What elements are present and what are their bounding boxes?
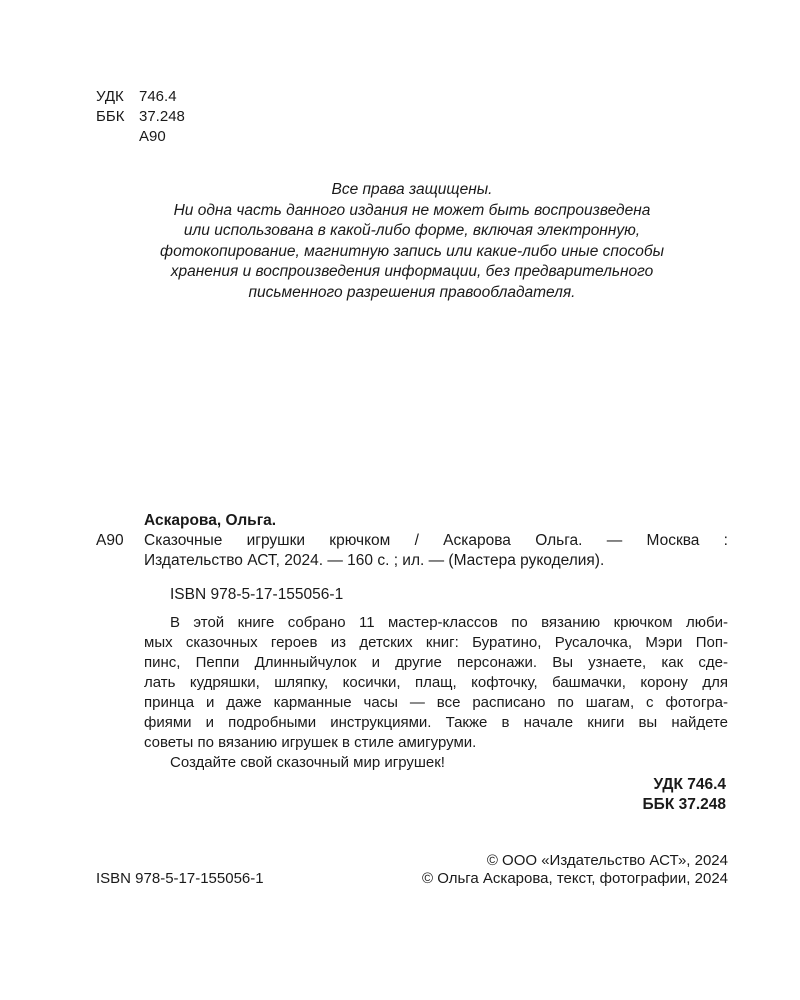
rights-line: фотокопирование, магнитную запись или какие-либо иные способы: [159, 242, 665, 260]
udk-value: 746.4: [139, 88, 177, 105]
bbk-label: ББК: [96, 108, 125, 125]
card-description: [144, 531, 728, 571]
card-description-line: Издательство АСТ, 2024. — 160 с. ; ил. — (Мастера рукоделия).: [144, 552, 605, 569]
classification-block: [96, 87, 185, 147]
card-author: Аскарова, Ольга.: [144, 512, 277, 529]
author-mark: А90: [139, 128, 166, 145]
catalog-card: [96, 511, 728, 815]
copyright-publisher: © ООО «Издательство АСТ», 2024: [486, 852, 728, 869]
abstract-line: советы по вязанию игрушек в стиле амигуруми.: [144, 734, 477, 751]
abstract-line: В этой книге собрано 11 мастер-классов по вязанию крючком люби-: [170, 614, 728, 631]
abstract-line: пинс, Пеппи Длинныйчулок и другие персонажи. Вы узнаете, как сде-: [144, 654, 728, 671]
card-entry: [96, 531, 728, 571]
card-isbn: ISBN 978-5-17-155056-1: [170, 586, 344, 603]
card-bbk: ББК 37.248: [642, 796, 726, 813]
udk-row: [96, 87, 185, 107]
rights-line: письменного разрешения правообладателя.: [248, 283, 576, 301]
card-author-mark: А90: [96, 532, 124, 549]
footer-copyright: [422, 852, 728, 888]
rights-line: хранения и воспроизведения информации, без предварительного: [170, 263, 654, 280]
abstract-line: Создайте свой сказочный мир игрушек!: [170, 754, 445, 771]
abstract-line: фиями и подробными инструкциями. Также в начале книги вы найдете: [144, 714, 728, 731]
rights-line: Все права защищены.: [331, 181, 493, 198]
footer-isbn: ISBN 978-5-17-155056-1: [96, 870, 264, 887]
card-abstract: [144, 613, 728, 773]
bbk-value: 37.248: [139, 108, 185, 125]
rights-line: или использована в какой-либо форме, включая электронную,: [183, 222, 641, 239]
udk-label: УДК: [96, 88, 124, 105]
rights-line: Ни одна часть данного издания не может быть воспроизведена: [173, 201, 651, 219]
abstract-line: мых сказочных героев из детских книг: Буратино, Русалочка, Мэри Поп-: [144, 634, 728, 651]
copyright-author: © Ольга Аскарова, текст, фотографии, 2024: [421, 870, 728, 887]
rights-notice: [100, 180, 724, 303]
card-classification-codes: [96, 775, 726, 815]
author-mark-row: [96, 127, 185, 147]
card-udk: УДК 746.4: [653, 776, 726, 793]
bbk-row: [96, 107, 185, 127]
card-description-line: Сказочные игрушки крючком / Аскарова Ольга. — Москва :: [144, 532, 728, 549]
abstract-line: лать кудряшки, шляпку, косички, плащ, кофточку, башмачки, корону для: [144, 674, 728, 691]
abstract-line: принца и даже карманные часы — все расписано по шагам, с фотогра-: [144, 694, 728, 711]
